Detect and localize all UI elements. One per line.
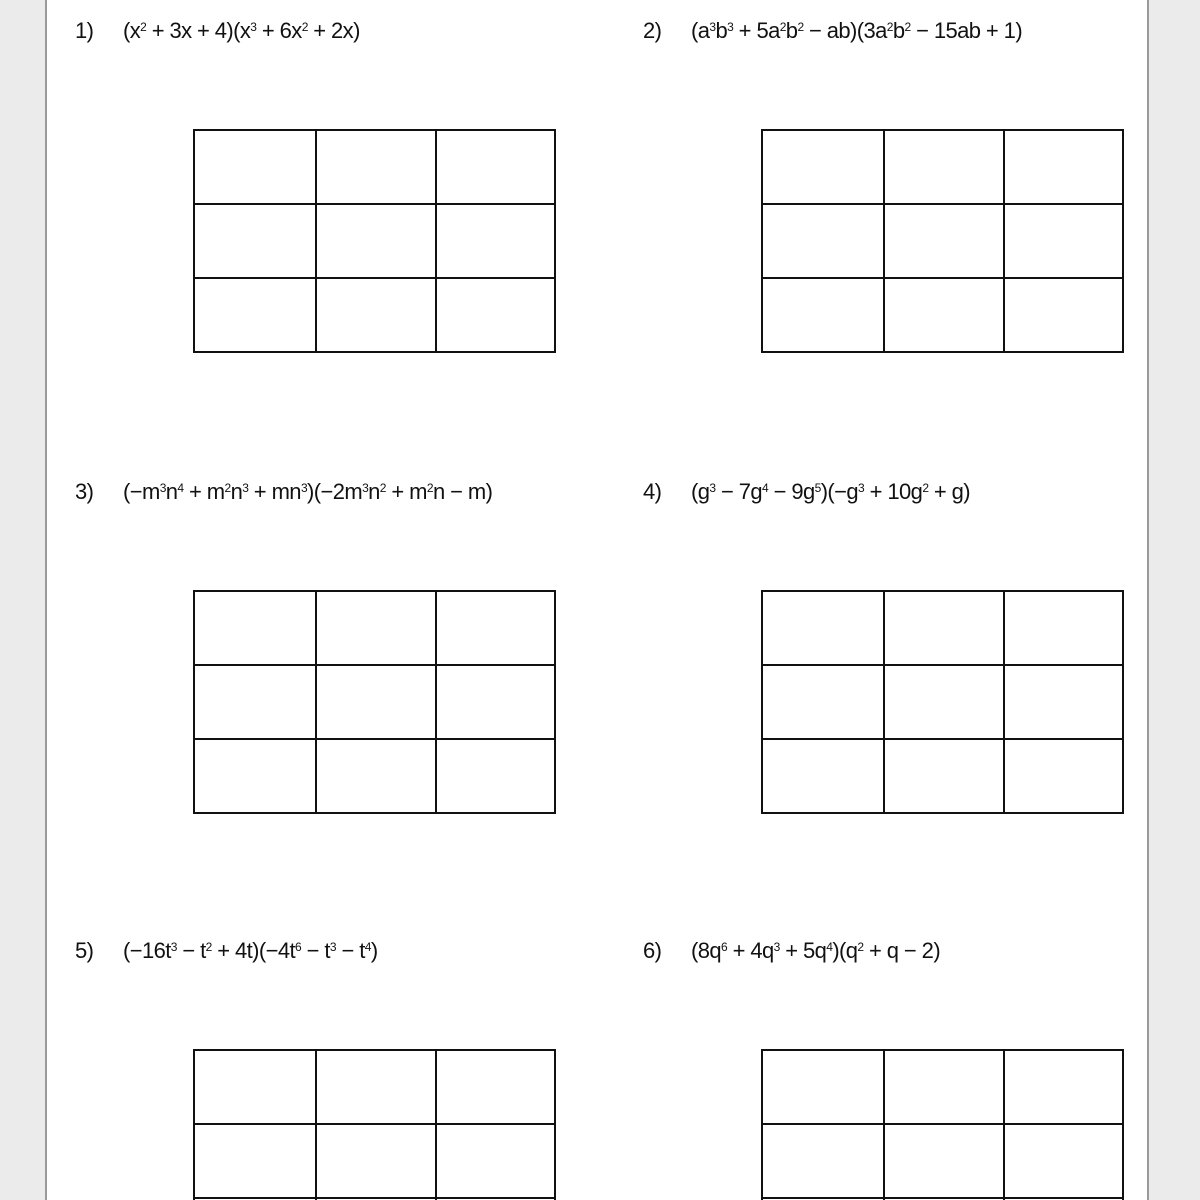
expression-term: n <box>165 479 178 504</box>
grid-cell[interactable] <box>316 591 436 665</box>
problem-expression <box>691 479 970 505</box>
expression-term: (g <box>691 479 710 504</box>
grid-cell[interactable] <box>436 665 555 739</box>
grid-cell[interactable] <box>436 130 555 204</box>
expression-term: b <box>892 18 905 43</box>
box-method-grid <box>193 129 556 353</box>
box-method-grid <box>193 590 556 814</box>
expression-term: b <box>785 18 798 43</box>
expression-term: n <box>368 479 380 504</box>
box-method-grid <box>761 590 1124 814</box>
problem-header <box>75 479 492 509</box>
expression-term: − 7g <box>715 479 762 504</box>
problem-2 <box>643 0 1149 460</box>
grid-cell[interactable] <box>436 1050 555 1124</box>
exponent: 3 <box>858 481 865 495</box>
grid-cell[interactable] <box>1004 130 1123 204</box>
grid-cell[interactable] <box>316 204 436 278</box>
grid-cell[interactable] <box>884 665 1004 739</box>
grid-cell[interactable] <box>436 591 555 665</box>
expression-term: − 9g <box>768 479 815 504</box>
grid-cell[interactable] <box>194 665 316 739</box>
problem-1 <box>75 0 615 460</box>
exponent: 3 <box>242 481 249 495</box>
grid-cell[interactable] <box>884 130 1004 204</box>
expression-term: (−16t <box>123 938 171 963</box>
exponent: 3 <box>329 940 336 954</box>
grid-cell[interactable] <box>884 1124 1004 1198</box>
problem-number: 5) <box>75 938 94 963</box>
grid-cell[interactable] <box>762 1124 884 1198</box>
exponent: 2 <box>301 20 308 34</box>
grid-cell[interactable] <box>316 278 436 352</box>
exponent: 3 <box>773 940 780 954</box>
grid-cell[interactable] <box>884 204 1004 278</box>
exponent: 2 <box>886 20 893 34</box>
expression-term: )(−2m <box>307 479 363 504</box>
expression-term: − t <box>301 938 330 963</box>
grid-cell[interactable] <box>1004 1050 1123 1124</box>
expression-term: + 5q <box>779 938 827 963</box>
expression-term: − 15ab + 1) <box>910 18 1023 43</box>
exponent: 2 <box>797 20 804 34</box>
expression-term: b <box>715 18 728 43</box>
grid-cell[interactable] <box>436 1124 555 1198</box>
grid-cell[interactable] <box>194 278 316 352</box>
exponent: 3 <box>250 20 257 34</box>
grid-cell[interactable] <box>762 739 884 813</box>
exponent: 2 <box>426 481 433 495</box>
worksheet-page <box>45 0 1149 1200</box>
grid-cell[interactable] <box>194 591 316 665</box>
expression-term: − t <box>176 938 206 963</box>
box-method-grid <box>193 1049 556 1200</box>
problem-5 <box>75 920 615 1200</box>
grid-cell[interactable] <box>762 278 884 352</box>
problem-header <box>75 18 360 48</box>
exponent: 2 <box>140 20 147 34</box>
exponent: 4 <box>177 481 184 495</box>
exponent: 6 <box>295 940 302 954</box>
grid-cell[interactable] <box>762 204 884 278</box>
problem-header <box>75 938 378 968</box>
grid-cell[interactable] <box>194 1050 316 1124</box>
problem-expression <box>691 938 940 964</box>
expression-term: (8q <box>691 938 721 963</box>
exponent: 2 <box>205 940 212 954</box>
expression-term: (−m <box>123 479 160 504</box>
expression-term: ) <box>370 938 378 963</box>
exponent: 2 <box>224 481 231 495</box>
expression-term: + m <box>385 479 427 504</box>
expression-term: − t <box>335 938 365 963</box>
exponent: 2 <box>922 481 929 495</box>
grid-cell[interactable] <box>316 1050 436 1124</box>
grid-cell[interactable] <box>1004 204 1123 278</box>
expression-term: (x <box>123 18 141 43</box>
grid-cell[interactable] <box>1004 739 1123 813</box>
problem-number: 1) <box>75 18 94 43</box>
expression-term: + 3x + 4)(x <box>146 18 251 43</box>
grid-cell[interactable] <box>436 278 555 352</box>
expression-term: − ab)(3a <box>803 18 887 43</box>
problem-expression <box>123 18 360 44</box>
expression-term: + m <box>183 479 225 504</box>
grid-cell[interactable] <box>884 739 1004 813</box>
problem-expression <box>123 938 378 964</box>
expression-term: )(−g <box>820 479 859 504</box>
grid-cell[interactable] <box>194 204 316 278</box>
problem-number: 3) <box>75 479 94 504</box>
problem-header <box>643 938 940 968</box>
exponent: 6 <box>721 940 728 954</box>
expression-term: + 4t)(−4t <box>211 938 295 963</box>
problem-number: 2) <box>643 18 662 43</box>
expression-term: + q − 2) <box>863 938 941 963</box>
grid-cell[interactable] <box>194 1124 316 1198</box>
grid-cell[interactable] <box>1004 278 1123 352</box>
expression-term: + 2x) <box>307 18 360 43</box>
exponent: 2 <box>857 940 864 954</box>
grid-cell[interactable] <box>316 1124 436 1198</box>
grid-cell[interactable] <box>762 1050 884 1124</box>
expression-term: + 10g <box>864 479 923 504</box>
exponent: 3 <box>170 940 177 954</box>
exponent: 3 <box>159 481 166 495</box>
box-method-grid <box>761 1049 1124 1200</box>
problem-expression <box>691 18 1022 44</box>
exponent: 2 <box>779 20 786 34</box>
exponent: 3 <box>300 481 308 495</box>
grid-cell[interactable] <box>762 591 884 665</box>
exponent: 4 <box>762 481 769 495</box>
expression-term: + 5a <box>733 18 780 43</box>
exponent: 5 <box>814 481 821 495</box>
exponent: 3 <box>709 481 716 495</box>
grid-cell[interactable] <box>1004 591 1123 665</box>
expression-term: + 4q <box>727 938 774 963</box>
grid-cell[interactable] <box>436 204 555 278</box>
problem-number: 4) <box>643 479 662 504</box>
exponent: 4 <box>364 940 371 954</box>
exponent: 2 <box>379 481 386 495</box>
exponent: 3 <box>727 20 734 34</box>
grid-cell[interactable] <box>436 739 555 813</box>
grid-cell[interactable] <box>884 591 1004 665</box>
expression-term: + 6x <box>256 18 302 43</box>
problem-number: 6) <box>643 938 662 963</box>
exponent: 2 <box>904 20 911 34</box>
expression-term: (a <box>691 18 710 43</box>
exponent: 3 <box>362 481 369 495</box>
expression-term: + g) <box>928 479 971 504</box>
grid-cell[interactable] <box>316 739 436 813</box>
grid-cell[interactable] <box>316 130 436 204</box>
expression-term: n <box>230 479 243 504</box>
problem-expression <box>123 479 492 505</box>
grid-cell[interactable] <box>884 1050 1004 1124</box>
expression-term: )(q <box>832 938 858 963</box>
problem-4 <box>643 461 1149 921</box>
exponent: 3 <box>709 20 716 34</box>
exponent: 4 <box>826 940 833 954</box>
problem-header <box>643 18 1022 48</box>
grid-cell[interactable] <box>762 130 884 204</box>
grid-cell[interactable] <box>884 278 1004 352</box>
grid-cell[interactable] <box>1004 665 1123 739</box>
grid-cell[interactable] <box>194 739 316 813</box>
grid-cell[interactable] <box>194 130 316 204</box>
expression-term: n − m) <box>432 479 493 504</box>
expression-term: + mn <box>248 479 301 504</box>
grid-cell[interactable] <box>316 665 436 739</box>
grid-cell[interactable] <box>1004 1124 1123 1198</box>
problem-header <box>643 479 970 509</box>
grid-cell[interactable] <box>762 665 884 739</box>
problem-6 <box>643 920 1149 1200</box>
box-method-grid <box>761 129 1124 353</box>
problem-3 <box>75 461 615 921</box>
